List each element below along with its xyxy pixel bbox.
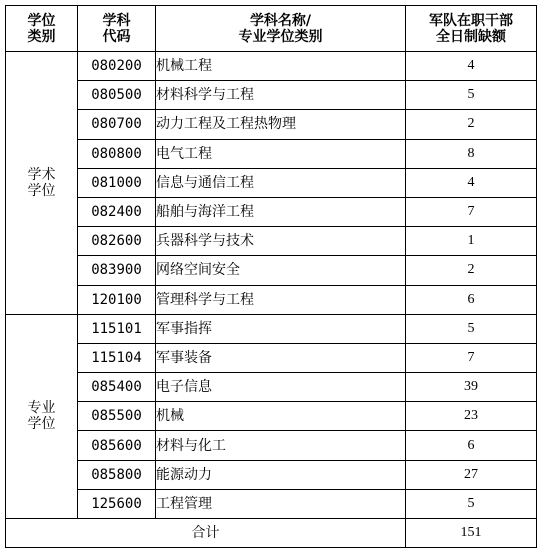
vacancy-count: 5 — [406, 81, 537, 110]
table-row — [6, 285, 537, 314]
subject-code: 120100 — [78, 285, 156, 314]
subject-name: 电子信息 — [156, 373, 406, 402]
subject-code: 085600 — [78, 431, 156, 460]
header-subject-name — [156, 6, 406, 52]
table-row — [6, 52, 537, 81]
subject-name: 军事装备 — [156, 343, 406, 372]
vacancy-count: 27 — [406, 460, 537, 489]
subject-name: 信息与通信工程 — [156, 168, 406, 197]
subject-code: 115104 — [78, 343, 156, 372]
category-professional-degree — [6, 314, 78, 518]
category-academic-line1: 学术 — [27, 166, 56, 183]
subject-name: 工程管理 — [156, 489, 406, 518]
subject-name: 网络空间安全 — [156, 256, 406, 285]
vacancy-count: 39 — [406, 373, 537, 402]
subject-name: 机械 — [156, 402, 406, 431]
subject-code: 082600 — [78, 227, 156, 256]
table-row — [6, 81, 537, 110]
subject-code: 082400 — [78, 197, 156, 226]
subject-code: 115101 — [78, 314, 156, 343]
subject-name: 材料与化工 — [156, 431, 406, 460]
table-row — [6, 460, 537, 489]
header-vacancy-count-line2: 全日制缺额 — [436, 28, 506, 45]
header-subject-code-line1: 学科 — [102, 12, 131, 29]
header-subject-name-line1: 学科名称/ — [249, 12, 312, 29]
category-professional-line2: 学位 — [27, 416, 56, 433]
subject-name: 材料科学与工程 — [156, 81, 406, 110]
vacancy-count: 4 — [406, 52, 537, 81]
table-row — [6, 139, 537, 168]
header-subject-code-line2: 代码 — [102, 28, 131, 45]
header-vacancy-count — [406, 6, 537, 52]
vacancy-count: 5 — [406, 489, 537, 518]
vacancy-count: 6 — [406, 431, 537, 460]
header-degree-category-line2: 类别 — [27, 28, 56, 45]
vacancy-count: 2 — [406, 110, 537, 139]
table-row — [6, 343, 537, 372]
vacancy-table — [5, 5, 537, 548]
subject-name: 兵器科学与技术 — [156, 227, 406, 256]
vacancy-count: 6 — [406, 285, 537, 314]
subject-code: 085400 — [78, 373, 156, 402]
subject-code: 085800 — [78, 460, 156, 489]
subject-name: 能源动力 — [156, 460, 406, 489]
subject-code: 125600 — [78, 489, 156, 518]
total-label: 合计 — [6, 519, 406, 548]
table-row — [6, 110, 537, 139]
table-row — [6, 431, 537, 460]
subject-name: 管理科学与工程 — [156, 285, 406, 314]
table-row — [6, 197, 537, 226]
subject-code: 080200 — [78, 52, 156, 81]
category-academic-degree — [6, 52, 78, 315]
table-row — [6, 489, 537, 518]
subject-name: 机械工程 — [156, 52, 406, 81]
subject-code: 080700 — [78, 110, 156, 139]
subject-name: 船舶与海洋工程 — [156, 197, 406, 226]
subject-code: 081000 — [78, 168, 156, 197]
table-row — [6, 227, 537, 256]
header-degree-category-line1: 学位 — [27, 12, 56, 29]
subject-code: 083900 — [78, 256, 156, 285]
table-row — [6, 314, 537, 343]
subject-code: 080500 — [78, 81, 156, 110]
header-subject-name-line2: 专业学位类别 — [238, 28, 323, 45]
vacancy-count: 8 — [406, 139, 537, 168]
vacancy-count: 1 — [406, 227, 537, 256]
subject-name: 电气工程 — [156, 139, 406, 168]
subject-name: 动力工程及工程热物理 — [156, 110, 406, 139]
table-row — [6, 168, 537, 197]
header-subject-code — [78, 6, 156, 52]
category-academic-line2: 学位 — [27, 182, 56, 199]
category-professional-line1: 专业 — [27, 400, 56, 417]
vacancy-count: 2 — [406, 256, 537, 285]
vacancy-count: 7 — [406, 343, 537, 372]
vacancy-count: 23 — [406, 402, 537, 431]
header-degree-category — [6, 6, 78, 52]
total-row — [6, 519, 537, 548]
header-vacancy-count-line1: 军队在职干部 — [429, 12, 513, 29]
total-value: 151 — [406, 519, 537, 548]
vacancy-count: 5 — [406, 314, 537, 343]
vacancy-count: 4 — [406, 168, 537, 197]
header-row — [6, 6, 537, 52]
vacancy-count: 7 — [406, 197, 537, 226]
table-row — [6, 256, 537, 285]
table-row — [6, 373, 537, 402]
subject-code: 080800 — [78, 139, 156, 168]
table-row — [6, 402, 537, 431]
subject-code: 085500 — [78, 402, 156, 431]
subject-name: 军事指挥 — [156, 314, 406, 343]
